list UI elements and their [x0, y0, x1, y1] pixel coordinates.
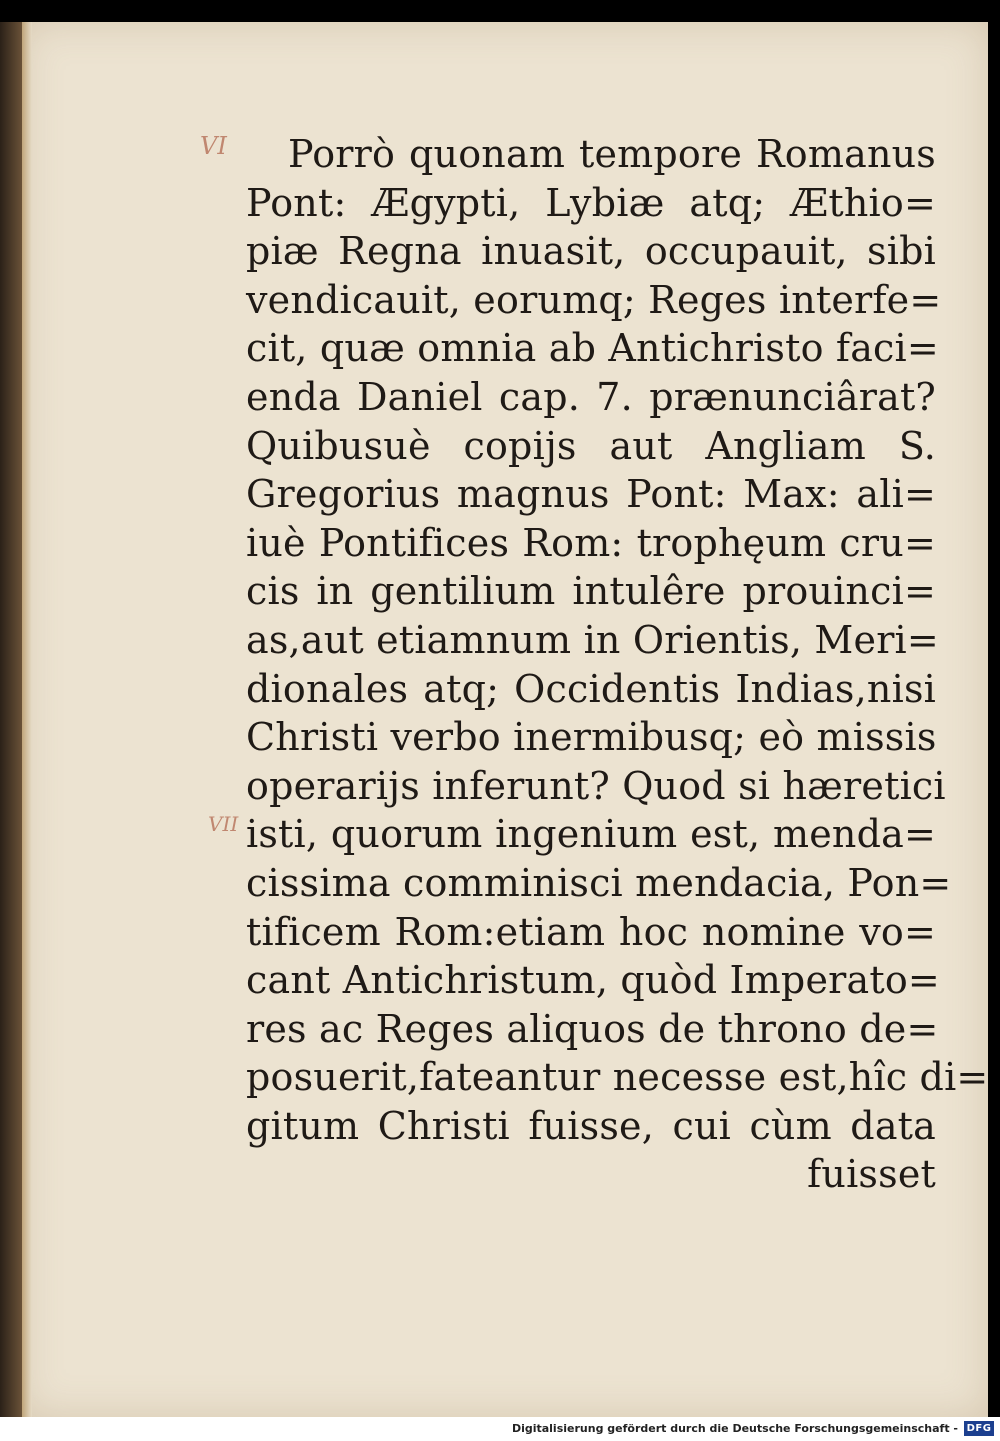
- text-line: cissima comminisci mendacia, Pon=: [246, 860, 952, 905]
- text-line: tificem Rom:etiam hoc nomine vo=: [246, 909, 936, 954]
- text-line: posuerit,fateantur necesse est,hîc di=: [246, 1055, 989, 1100]
- text-line: vendicauit, eorumq; Reges interfe=: [246, 277, 942, 322]
- text-line: enda Daniel cap. 7. prænunciârat?: [246, 374, 936, 419]
- book-binding-edge: [0, 22, 22, 1417]
- text-line: Porrò quonam tempore Romanus: [288, 132, 936, 176]
- text-line: gitum Christi fuisse, cui cùm data: [246, 1103, 936, 1148]
- text-line: Gregorius magnus Pont: Max: ali=: [246, 472, 936, 517]
- text-line: iuè Pontifices Rom: trophęum cru=: [246, 520, 936, 565]
- body-text: [246, 130, 989, 1199]
- dfg-logo[interactable]: DFG: [964, 1421, 994, 1436]
- footer-bar: [0, 1417, 1000, 1441]
- text-line: operarijs inferunt? Quod si hæretici: [246, 763, 946, 808]
- marginal-note-2: VII: [208, 812, 239, 836]
- funding-credit: Digitalisierung gefördert durch die Deutsche Forschungsgemeinschaft -: [511, 1422, 958, 1435]
- text-line: Christi verbo inermibusq; eò missis: [246, 715, 937, 760]
- text-line: piæ Regna inuasit, occupauit, sibi: [246, 229, 936, 274]
- text-line: cit, quæ omnia ab Antichristo faci=: [246, 326, 939, 371]
- text-line: Pont: Ægypti, Lybiæ atq; Æthio=: [246, 180, 936, 225]
- text-line: Quibusuè copijs aut Angliam S.: [246, 423, 936, 468]
- text-line: as,aut etiamnum in Orientis, Meri=: [246, 617, 939, 662]
- catchword: fuisset: [807, 1152, 936, 1197]
- text-line: dionales atq; Occidentis Indias,nisi: [246, 666, 936, 711]
- text-line: res ac Reges aliquos de throno de=: [246, 1006, 939, 1051]
- text-line: isti, quorum ingenium est, menda=: [246, 812, 936, 857]
- text-line: cis in gentilium intulêre prouinci=: [246, 569, 936, 614]
- marginal-note-1: VI: [200, 132, 227, 160]
- page-gutter-shadow: [22, 22, 32, 1417]
- text-line: cant Antichristum, quòd Imperato=: [246, 958, 940, 1003]
